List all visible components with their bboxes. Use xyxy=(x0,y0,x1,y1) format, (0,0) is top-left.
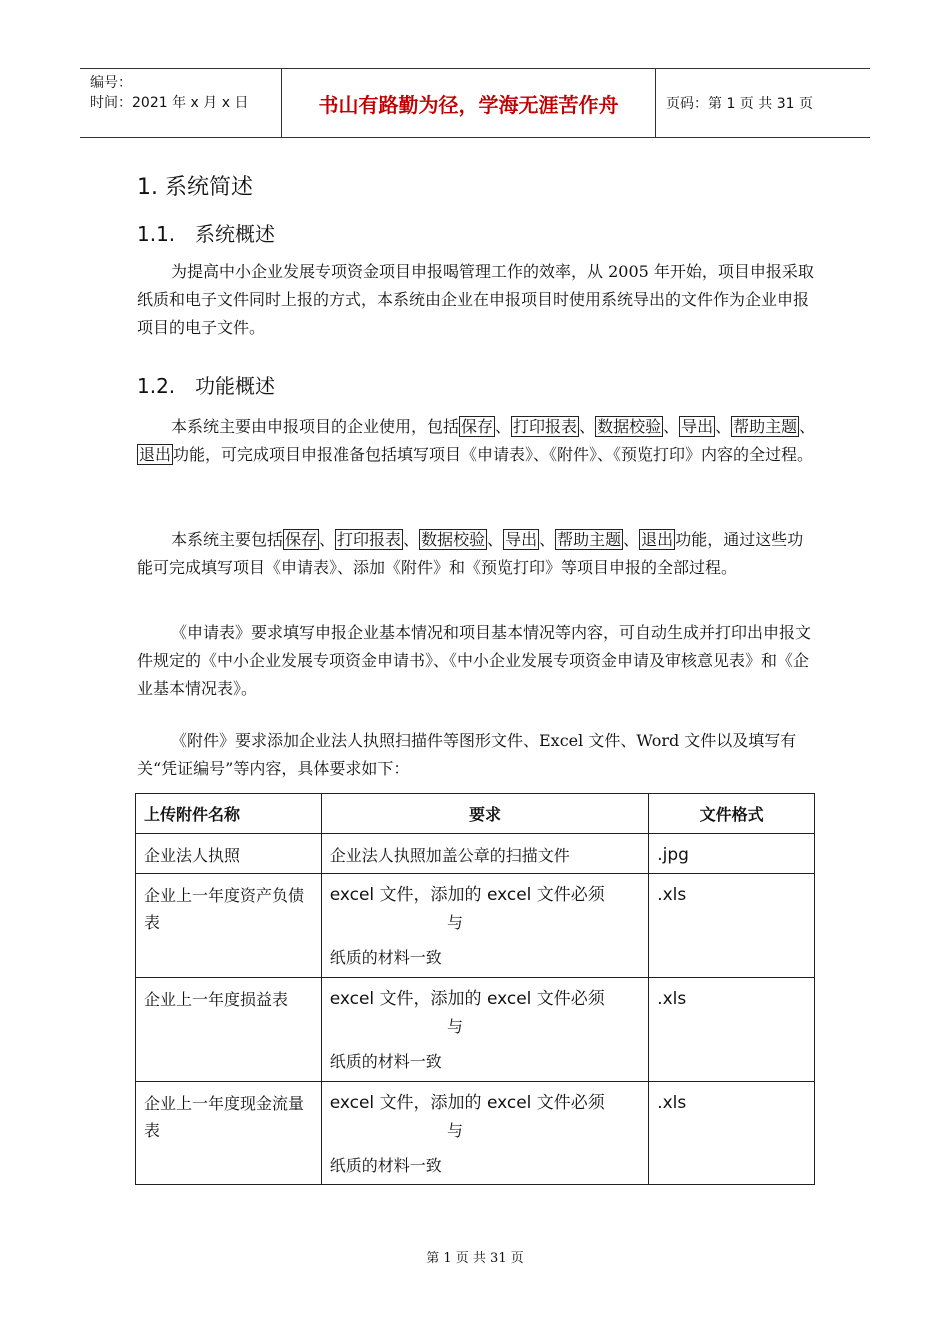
separator: 、 xyxy=(623,530,640,549)
attachment-requirement xyxy=(321,978,649,1082)
separator: 、 xyxy=(539,530,556,549)
attachment-name: 企业法人执照 xyxy=(136,834,322,874)
section-1-1-number: 1.1. xyxy=(137,222,176,246)
doc-time-label: 时间：2021 年 x 月 x 日 xyxy=(90,95,249,111)
separator: 、 xyxy=(319,530,336,549)
requirement-line-3: 纸质的材料一致 xyxy=(329,948,442,967)
table-header-row xyxy=(136,794,815,834)
section-1-2-title: 功能概述 xyxy=(195,374,275,398)
requirement-line-1: excel 文件，添加的 excel 文件必须 xyxy=(329,885,605,905)
attachment-format: .xls xyxy=(649,978,815,1082)
separator: 、 xyxy=(495,417,512,436)
requirement-line-1: excel 文件，添加的 excel 文件必须 xyxy=(329,989,605,1009)
function-export: 导出 xyxy=(505,530,538,549)
function-print-report: 打印报表 xyxy=(513,417,578,436)
function-data-validate: 数据校验 xyxy=(421,530,486,549)
function-save: 保存 xyxy=(285,530,318,549)
section-1-1-heading xyxy=(137,218,275,247)
section-1-2-paragraph-3: 《申请表》要求填写申报企业基本情况和项目基本情况等内容，可自动生成并打印出申报文件规定的《中小企业发展专项资金申请书》、《中小企业发展专项资金申请及审核意见表》和《企业基本情况表》。 xyxy=(137,623,812,698)
p2-tail-text: 功能，通过这些功能可完成填写项目《申请表》、添加《附件》和《预览打印》等项目申报的全部过程。 xyxy=(137,530,804,577)
header-page-label: 页码：第 1 页 共 31 页 xyxy=(666,96,813,112)
p1-lead-text: 本系统主要由申报项目的企业使用，包括 xyxy=(171,417,460,436)
section-1-2-heading xyxy=(137,370,275,399)
column-header-format: 文件格式 xyxy=(649,794,815,834)
table-row xyxy=(136,834,815,874)
function-print-report: 打印报表 xyxy=(337,530,402,549)
function-data-validate: 数据校验 xyxy=(597,417,662,436)
separator: 、 xyxy=(403,530,420,549)
attachment-requirement xyxy=(321,1082,649,1185)
requirement-line-3: 纸质的材料一致 xyxy=(329,1156,442,1175)
attachment-table xyxy=(135,793,815,1185)
function-help: 帮助主题 xyxy=(557,530,622,549)
separator: 、 xyxy=(663,417,680,436)
column-header-name: 上传附件名称 xyxy=(136,794,322,834)
attachment-name: 企业上一年度资产负债表 xyxy=(136,874,322,978)
section-1-2-number: 1.2. xyxy=(137,374,176,398)
separator: 、 xyxy=(715,417,732,436)
separator: 、 xyxy=(799,417,816,436)
section-1-2-paragraph-2 xyxy=(137,526,817,582)
separator: 、 xyxy=(579,417,596,436)
table-row xyxy=(136,1082,815,1185)
function-exit: 退出 xyxy=(641,530,674,549)
page-footer: 第 1 页 共 31 页 xyxy=(426,1251,524,1266)
requirement-line-1: excel 文件，添加的 excel 文件必须 xyxy=(329,1093,605,1113)
attachment-requirement xyxy=(321,874,649,978)
section-1-1-title: 系统概述 xyxy=(195,222,275,246)
table-row xyxy=(136,874,815,978)
table-row xyxy=(136,978,815,1082)
p2-lead-text: 本系统主要包括 xyxy=(171,530,284,549)
function-export: 导出 xyxy=(681,417,714,436)
separator: 、 xyxy=(487,530,504,549)
column-header-requirement: 要求 xyxy=(321,794,649,834)
attachment-format: .xls xyxy=(649,874,815,978)
requirement-line-2: 与 xyxy=(446,1017,463,1036)
section-1-1-paragraph: 为提高中小企业发展专项资金项目申报喝管理工作的效率，从 2005 年开始，项目申报采取纸质和电子文件同时上报的方式，本系统由企业在申报项目时使用系统导出的文件作为企业申报项目的电子文件。 xyxy=(137,262,814,337)
attachment-name: 企业上一年度损益表 xyxy=(136,978,322,1082)
header-meta xyxy=(80,69,282,137)
attachment-format: .jpg xyxy=(649,834,815,874)
page-header xyxy=(80,68,870,138)
function-exit: 退出 xyxy=(139,445,172,464)
section-1-title: 1. 系统简述 xyxy=(137,175,253,200)
requirement-line-2: 与 xyxy=(446,913,463,932)
section-1-2-paragraph-1 xyxy=(137,413,817,469)
attachment-requirement: 企业法人执照加盖公章的扫描文件 xyxy=(321,834,649,874)
attachment-format: .xls xyxy=(649,1082,815,1185)
requirement-line-2: 与 xyxy=(446,1121,463,1140)
doc-number-label: 编号： xyxy=(90,75,132,91)
function-save: 保存 xyxy=(461,417,494,436)
p1-tail-text: 功能，可完成项目申报准备包括填写项目《申请表》、《附件》、《预览打印》内容的全过程。 xyxy=(173,445,814,464)
section-1-2-paragraph-4: 《附件》要求添加企业法人执照扫描件等图形文件、Excel 文件、Word 文件以及填写有关“凭证编号”等内容，具体要求如下： xyxy=(137,731,797,778)
requirement-line-3: 纸质的材料一致 xyxy=(329,1052,442,1071)
function-help: 帮助主题 xyxy=(733,417,798,436)
attachment-name: 企业上一年度现金流量表 xyxy=(136,1082,322,1185)
header-motto: 书山有路勤为径，学海无涯苦作舟 xyxy=(282,69,656,137)
